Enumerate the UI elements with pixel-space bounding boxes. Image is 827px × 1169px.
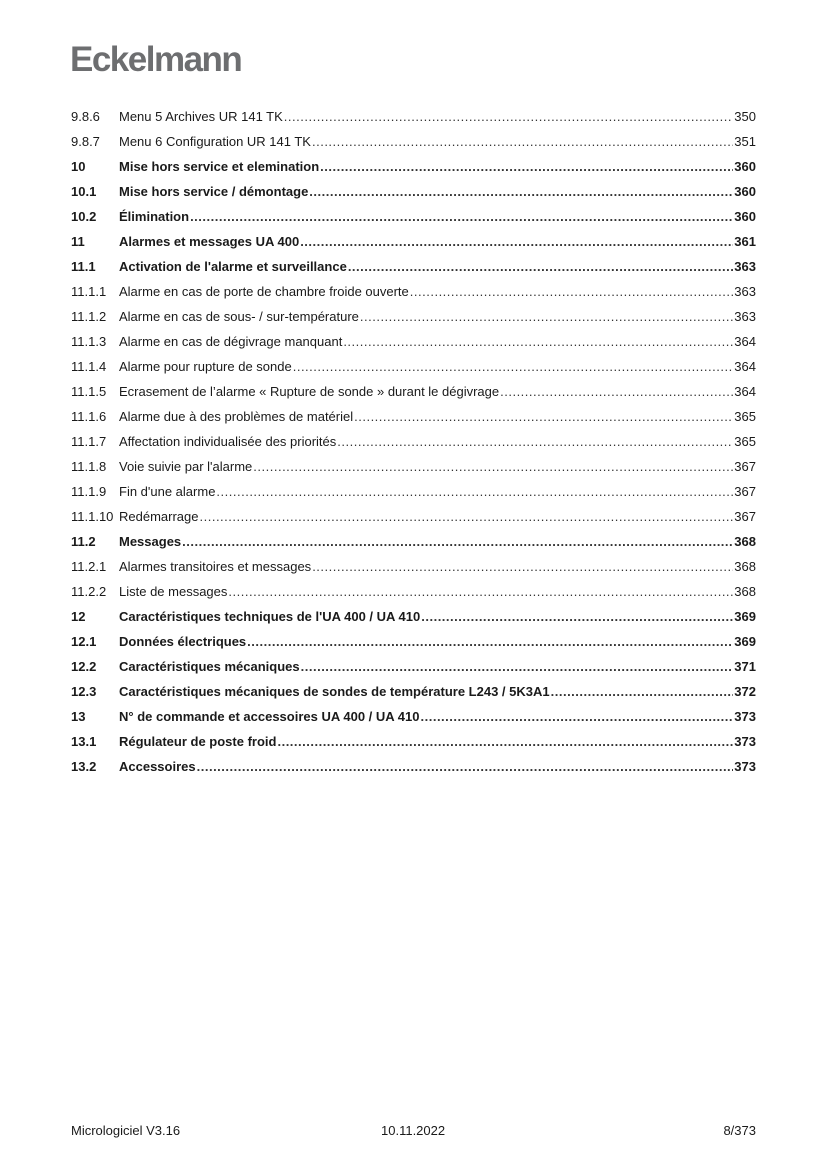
dot-leader bbox=[247, 634, 733, 649]
toc-entry-title: Fin d'une alarme bbox=[119, 484, 216, 499]
toc-entry bbox=[71, 334, 756, 359]
dot-leader bbox=[190, 209, 733, 224]
dot-leader bbox=[197, 759, 734, 774]
toc-entry bbox=[71, 609, 756, 634]
dot-leader bbox=[421, 709, 734, 724]
toc-entry-page: 368 bbox=[734, 584, 756, 599]
toc-entry-number: 11.1.6 bbox=[71, 409, 107, 424]
dot-leader bbox=[410, 284, 734, 299]
toc-entry bbox=[71, 434, 756, 459]
dot-leader bbox=[200, 509, 734, 524]
toc-entry bbox=[71, 559, 756, 584]
toc-entry-page: 368 bbox=[734, 534, 756, 549]
toc-entry-number: 12.1 bbox=[71, 634, 97, 649]
toc-entry-number: 12.3 bbox=[71, 684, 97, 699]
toc-entry-page: 350 bbox=[734, 109, 756, 124]
toc-entry-page: 364 bbox=[734, 359, 756, 374]
toc-entry-title: Menu 6 Configuration UR 141 TK bbox=[119, 134, 311, 149]
toc-entry bbox=[71, 509, 756, 534]
toc-entry-title: Affectation individualisée des priorités bbox=[119, 434, 337, 449]
toc-entry-number: 13.2 bbox=[71, 759, 97, 774]
toc-entry-number: 11.1.9 bbox=[71, 484, 107, 499]
toc-entry-page: 351 bbox=[734, 134, 756, 149]
toc-entry-title: Caractéristiques mécaniques de sondes de température L243 / 5K3A1 bbox=[119, 684, 550, 699]
dot-leader bbox=[421, 609, 733, 624]
toc-entry-title: Redémarrage bbox=[119, 509, 199, 524]
toc-entry-page: 373 bbox=[734, 734, 756, 749]
toc-entry-title: Voie suivie par l'alarme bbox=[119, 459, 253, 474]
eckelmann-logo: Eckelmann bbox=[70, 40, 242, 79]
dot-leader bbox=[228, 584, 733, 599]
table-of-contents bbox=[71, 109, 756, 784]
toc-entry-page: 368 bbox=[734, 559, 756, 574]
toc-entry-title: Alarme en cas de porte de chambre froide ouverte bbox=[119, 284, 409, 299]
toc-entry-page: 363 bbox=[734, 284, 756, 299]
toc-entry-number: 11.1.1 bbox=[71, 284, 107, 299]
toc-entry bbox=[71, 184, 756, 209]
toc-entry-title: Alarme en cas de sous- / sur-température bbox=[119, 309, 359, 324]
toc-entry-number: 9.8.7 bbox=[71, 134, 100, 149]
toc-entry-number: 10.2 bbox=[71, 209, 97, 224]
toc-entry-number: 13.1 bbox=[71, 734, 97, 749]
toc-entry-page: 360 bbox=[734, 159, 756, 174]
toc-entry bbox=[71, 734, 756, 759]
toc-entry bbox=[71, 759, 756, 784]
dot-leader bbox=[354, 409, 733, 424]
toc-entry bbox=[71, 534, 756, 559]
toc-entry-title: Mise hors service / démontage bbox=[119, 184, 309, 199]
dot-leader bbox=[312, 559, 733, 574]
toc-entry-page: 365 bbox=[734, 409, 756, 424]
dot-leader bbox=[277, 734, 733, 749]
toc-entry-page: 367 bbox=[734, 484, 756, 499]
toc-entry-number: 11.2 bbox=[71, 534, 96, 549]
toc-entry-page: 372 bbox=[734, 684, 756, 699]
toc-entry-page: 369 bbox=[734, 634, 756, 649]
toc-entry bbox=[71, 309, 756, 334]
toc-entry-number: 11.2.1 bbox=[71, 559, 107, 574]
dot-leader bbox=[309, 184, 733, 199]
toc-entry-page: 364 bbox=[734, 384, 756, 399]
toc-entry-title: Alarmes transitoires et messages bbox=[119, 559, 312, 574]
dot-leader bbox=[348, 259, 733, 274]
toc-entry bbox=[71, 259, 756, 284]
footer-firmware-version: Micrologiciel V3.16 bbox=[71, 1123, 181, 1138]
toc-entry-number: 11.1.4 bbox=[71, 359, 107, 374]
toc-entry-title: Caractéristiques techniques de l'UA 400 / UA 410 bbox=[119, 609, 421, 624]
toc-entry-title: Messages bbox=[119, 534, 182, 549]
toc-entry-page: 363 bbox=[734, 309, 756, 324]
dot-leader bbox=[320, 159, 733, 174]
toc-entry-title: Alarme due à des problèmes de matériel bbox=[119, 409, 354, 424]
dot-leader bbox=[551, 684, 734, 699]
toc-entry-title: Données électriques bbox=[119, 634, 247, 649]
toc-entry bbox=[71, 484, 756, 509]
footer-date: 10.11.2022 bbox=[381, 1123, 446, 1138]
toc-entry-page: 363 bbox=[734, 259, 756, 274]
toc-entry bbox=[71, 384, 756, 409]
dot-leader bbox=[253, 459, 733, 474]
toc-entry-number: 10 bbox=[71, 159, 86, 174]
dot-leader bbox=[216, 484, 733, 499]
toc-entry-title: Alarme pour rupture de sonde bbox=[119, 359, 292, 374]
toc-entry-number: 9.8.6 bbox=[71, 109, 100, 124]
dot-leader bbox=[301, 659, 734, 674]
toc-entry-page: 360 bbox=[734, 184, 756, 199]
toc-entry-title: Ecrasement de l’alarme « Rupture de sonde » durant le dégivrage bbox=[119, 384, 500, 399]
toc-entry-title: Accessoires bbox=[119, 759, 196, 774]
toc-entry bbox=[71, 709, 756, 734]
toc-entry-title: Activation de l'alarme et surveillance bbox=[119, 259, 347, 274]
toc-entry-number: 11 bbox=[71, 234, 85, 249]
toc-entry-page: 367 bbox=[734, 459, 756, 474]
toc-entry-number: 11.1.5 bbox=[71, 384, 107, 399]
toc-entry-page: 364 bbox=[734, 334, 756, 349]
toc-entry-page: 371 bbox=[734, 659, 756, 674]
toc-entry bbox=[71, 234, 756, 259]
toc-entry-number: 11.1.8 bbox=[71, 459, 107, 474]
toc-entry-page: 369 bbox=[734, 609, 756, 624]
toc-entry-page: 361 bbox=[734, 234, 756, 249]
toc-entry-page: 365 bbox=[734, 434, 756, 449]
toc-entry-title: N° de commande et accessoires UA 400 / UA 410 bbox=[119, 709, 420, 724]
toc-entry-number: 11.1 bbox=[71, 259, 96, 274]
toc-entry bbox=[71, 459, 756, 484]
toc-entry bbox=[71, 109, 756, 134]
toc-entry bbox=[71, 359, 756, 384]
toc-entry bbox=[71, 634, 756, 659]
toc-entry-title: Régulateur de poste froid bbox=[119, 734, 277, 749]
toc-entry-title: Alarmes et messages UA 400 bbox=[119, 234, 300, 249]
toc-entry-number: 11.1.10 bbox=[71, 509, 114, 524]
toc-entry-title: Mise hors service et elemination bbox=[119, 159, 320, 174]
toc-entry-page: 367 bbox=[734, 509, 756, 524]
toc-entry bbox=[71, 659, 756, 684]
toc-entry bbox=[71, 284, 756, 309]
dot-leader bbox=[337, 434, 733, 449]
toc-entry bbox=[71, 584, 756, 609]
toc-entry bbox=[71, 159, 756, 184]
toc-entry-title: Liste de messages bbox=[119, 584, 228, 599]
dot-leader bbox=[293, 359, 734, 374]
toc-entry-page: 373 bbox=[734, 709, 756, 724]
toc-entry-number: 12.2 bbox=[71, 659, 97, 674]
dot-leader bbox=[300, 234, 733, 249]
toc-entry bbox=[71, 684, 756, 709]
dot-leader bbox=[312, 134, 733, 149]
dot-leader bbox=[360, 309, 733, 324]
toc-entry bbox=[71, 409, 756, 434]
toc-entry-title: Menu 5 Archives UR 141 TK bbox=[119, 109, 283, 124]
toc-entry bbox=[71, 209, 756, 234]
dot-leader bbox=[343, 334, 733, 349]
toc-entry-number: 11.1.3 bbox=[71, 334, 107, 349]
toc-entry bbox=[71, 134, 756, 159]
dot-leader bbox=[500, 384, 733, 399]
toc-entry-title: Alarme en cas de dégivrage manquant bbox=[119, 334, 343, 349]
dot-leader bbox=[284, 109, 734, 124]
toc-entry-title: Caractéristiques mécaniques bbox=[119, 659, 300, 674]
toc-entry-number: 11.1.7 bbox=[71, 434, 107, 449]
toc-entry-number: 13 bbox=[71, 709, 86, 724]
toc-entry-number: 10.1 bbox=[71, 184, 97, 199]
toc-entry-number: 11.1.2 bbox=[71, 309, 107, 324]
toc-entry-number: 12 bbox=[71, 609, 86, 624]
footer-page-number: 8/373 bbox=[723, 1123, 756, 1138]
toc-entry-number: 11.2.2 bbox=[71, 584, 107, 599]
dot-leader bbox=[182, 534, 733, 549]
toc-entry-page: 360 bbox=[734, 209, 756, 224]
toc-entry-title: Élimination bbox=[119, 209, 190, 224]
toc-entry-page: 373 bbox=[734, 759, 756, 774]
